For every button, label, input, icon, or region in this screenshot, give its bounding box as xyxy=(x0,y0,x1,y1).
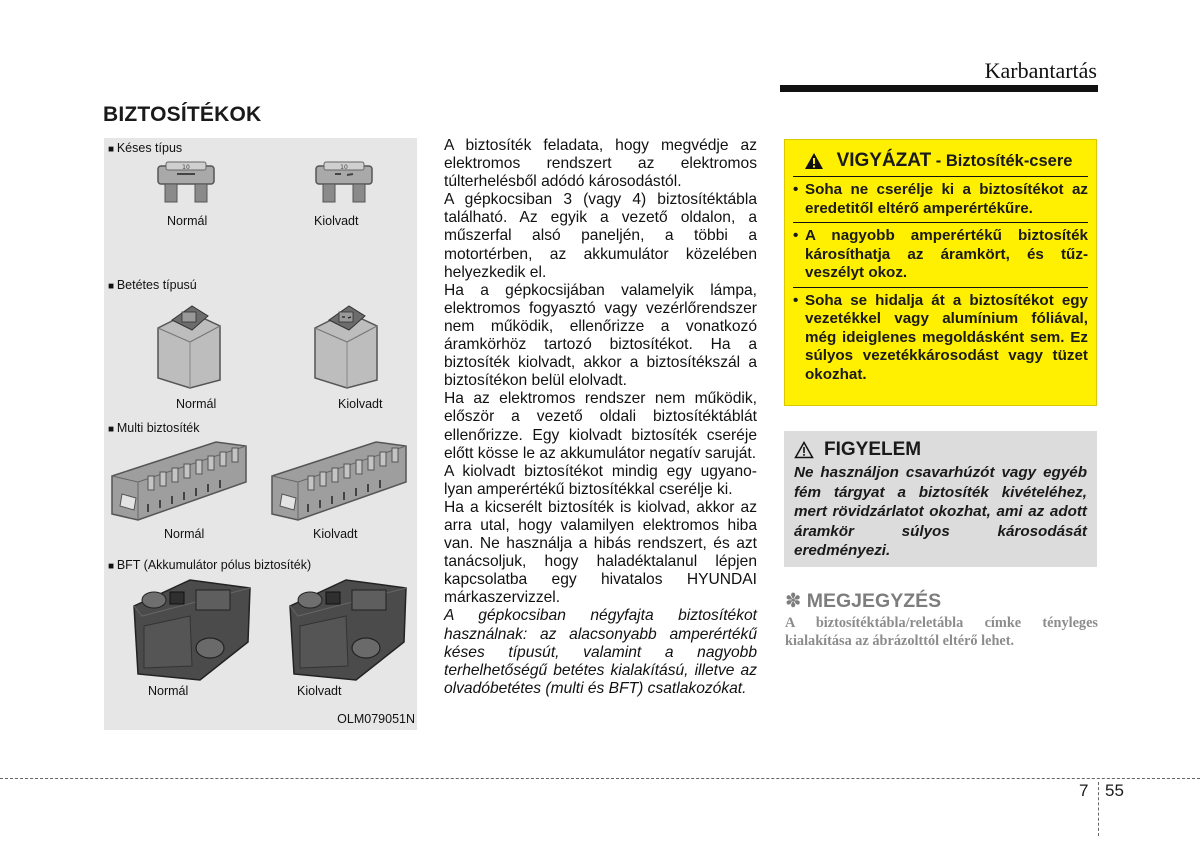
notice-heading xyxy=(794,439,1087,461)
section-title: BIZTOSÍTÉKOK xyxy=(103,103,262,126)
caution-list xyxy=(793,176,1088,388)
footer-dashed-divider xyxy=(1098,782,1099,836)
blade-fuse-normal-image xyxy=(156,160,216,204)
body-paragraph: Ha a gépkocsijában valamelyik lámpa, elektromos fogyasztó vagy vezérlőrendszer nem működik, ellenőrizze a vonatkozó áramkörhöz tartozó biztosítékot. Ha a biztosíték kiolvadt, akkor a biztosítékszál a biztosítékon belül elolvadt. xyxy=(444,281,757,390)
fig-label-blown: Kiolvadt xyxy=(314,214,359,228)
body-paragraph: Ha az elektromos rendszer nem működik, először a vezető oldali biztosítéktáblát ellenőrizze. Egy kiolvadt biztosíték cseréje előtt kösse le az akkumulátor negatív saruját. xyxy=(444,390,757,462)
body-paragraph: A biztosíték feladata, hogy megvédje az elektromos rendszert az elektromos túlterhelésből adódó károsodástól. xyxy=(444,137,757,191)
fig-label-normal: Normál xyxy=(167,214,208,228)
svg-text:10: 10 xyxy=(340,164,348,171)
body-paragraph: A gépkocsiban 3 (vagy 4) biztosítéktábla található. Az egyik a vezető oldalon, a műszerfal alsó paneljén, a többi a motortérben, az akkumulátor közelében helyezkedik el. xyxy=(444,191,757,281)
fig-label-cartridge-type: ■ Betétes típusú xyxy=(108,278,197,292)
fig-label-blade-type: ■ Késes típus xyxy=(108,141,182,155)
figure-code: OLM079051N xyxy=(337,712,415,726)
caution-heading xyxy=(793,150,1088,172)
warning-outline-icon xyxy=(794,441,814,459)
multi-fuse-normal-image xyxy=(108,436,250,524)
multi-fuse-blown-image xyxy=(268,436,410,524)
notice-text: Ne használjon csavarhúzót vagy egyéb fém tárgyat a biztosíték kivételéhez, mert rövidzárlatot okozhat, ami az adott áramkör súlyos károsodását eredményezi. xyxy=(794,464,1087,559)
caution-item: • Soha ne cserélje ki a biztosítékot az eredetitől eltérő amperértékűre. xyxy=(793,176,1088,222)
fig-label-multi-fuse: ■ Multi biztosíték xyxy=(108,421,200,435)
fig-label-blown: Kiolvadt xyxy=(297,684,342,698)
page-header-title: Karbantartás xyxy=(984,58,1097,83)
page-number: 55 xyxy=(1105,781,1124,800)
notice-label: FIGYELEM xyxy=(824,439,922,460)
caution-label: VIGYÁZAT xyxy=(836,150,932,171)
fig-label-normal: Normál xyxy=(176,397,217,411)
footer-dashed-line xyxy=(0,778,1200,779)
caution-item: • Soha se hidalja át a biztosítékot egy vezetékkel vagy alumínium fóliával, még ideiglenes megoldásként sem. Ez súlyos vezetékkárosodást vagy tüzet okozhat. xyxy=(793,287,1088,389)
fig-label-normal: Normál xyxy=(148,684,189,698)
notice-box xyxy=(784,431,1097,567)
caution-title: - Biztosíték-csere xyxy=(931,152,1073,170)
bft-fuse-blown-image xyxy=(286,576,410,684)
fig-label-blown: Kiolvadt xyxy=(338,397,383,411)
fig-label-normal: Normál xyxy=(164,527,205,541)
svg-text:10: 10 xyxy=(182,164,190,171)
body-paragraph: A kiolvadt biztosítékot mindig egy ugyanolyan amperértékű biztosítékkal cserélje ki. xyxy=(444,462,757,498)
body-paragraph-italic: A gépkocsiban négyfajta biztosítékot használnak: az alacsonyabb amperértékű késes típusút, valamint a nagyobb terhelhetőségű betétes kialakítású, illetve az olvadóbetétes (multi és BFT) csatlakozókat. xyxy=(444,607,757,697)
page-chapter-number: 7 xyxy=(1079,781,1089,800)
fig-label-blown: Kiolvadt xyxy=(313,527,358,541)
cartridge-fuse-blown-image xyxy=(309,298,383,390)
cartridge-fuse-normal-image xyxy=(152,298,226,390)
fuse-figure-panel xyxy=(104,138,417,730)
fig-label-bft-fuse: ■ BFT (Akkumulátor pólus biztosíték) xyxy=(108,558,311,572)
note-title: ✽ MEGJEGYZÉS xyxy=(785,590,942,612)
caution-box xyxy=(784,139,1097,406)
body-text-column xyxy=(444,137,757,698)
note-text: A biztosítéktábla/reletábla címke tényleges kialakítása az ábrázolttól eltérő lehet. xyxy=(785,615,1098,649)
warning-triangle-icon xyxy=(804,152,824,170)
bft-fuse-normal-image xyxy=(130,576,254,684)
blade-fuse-blown-image xyxy=(314,160,374,204)
header-rule xyxy=(780,85,1098,92)
caution-item: • A nagyobb amperértékű biztosíték károsíthatja az áramkört, és tűzveszélyt okoz. xyxy=(793,222,1088,287)
body-paragraph: Ha a kicserélt biztosíték is kiolvad, akkor az arra utal, hogy valamilyen elektromos hiba van. Ne használja a hibás rendszert, és azt tanácsoljuk, hogy haladéktalanul lépjen kapcsolatba egy hivatalos HYUNDAI márkaszervizzel. xyxy=(444,498,757,607)
